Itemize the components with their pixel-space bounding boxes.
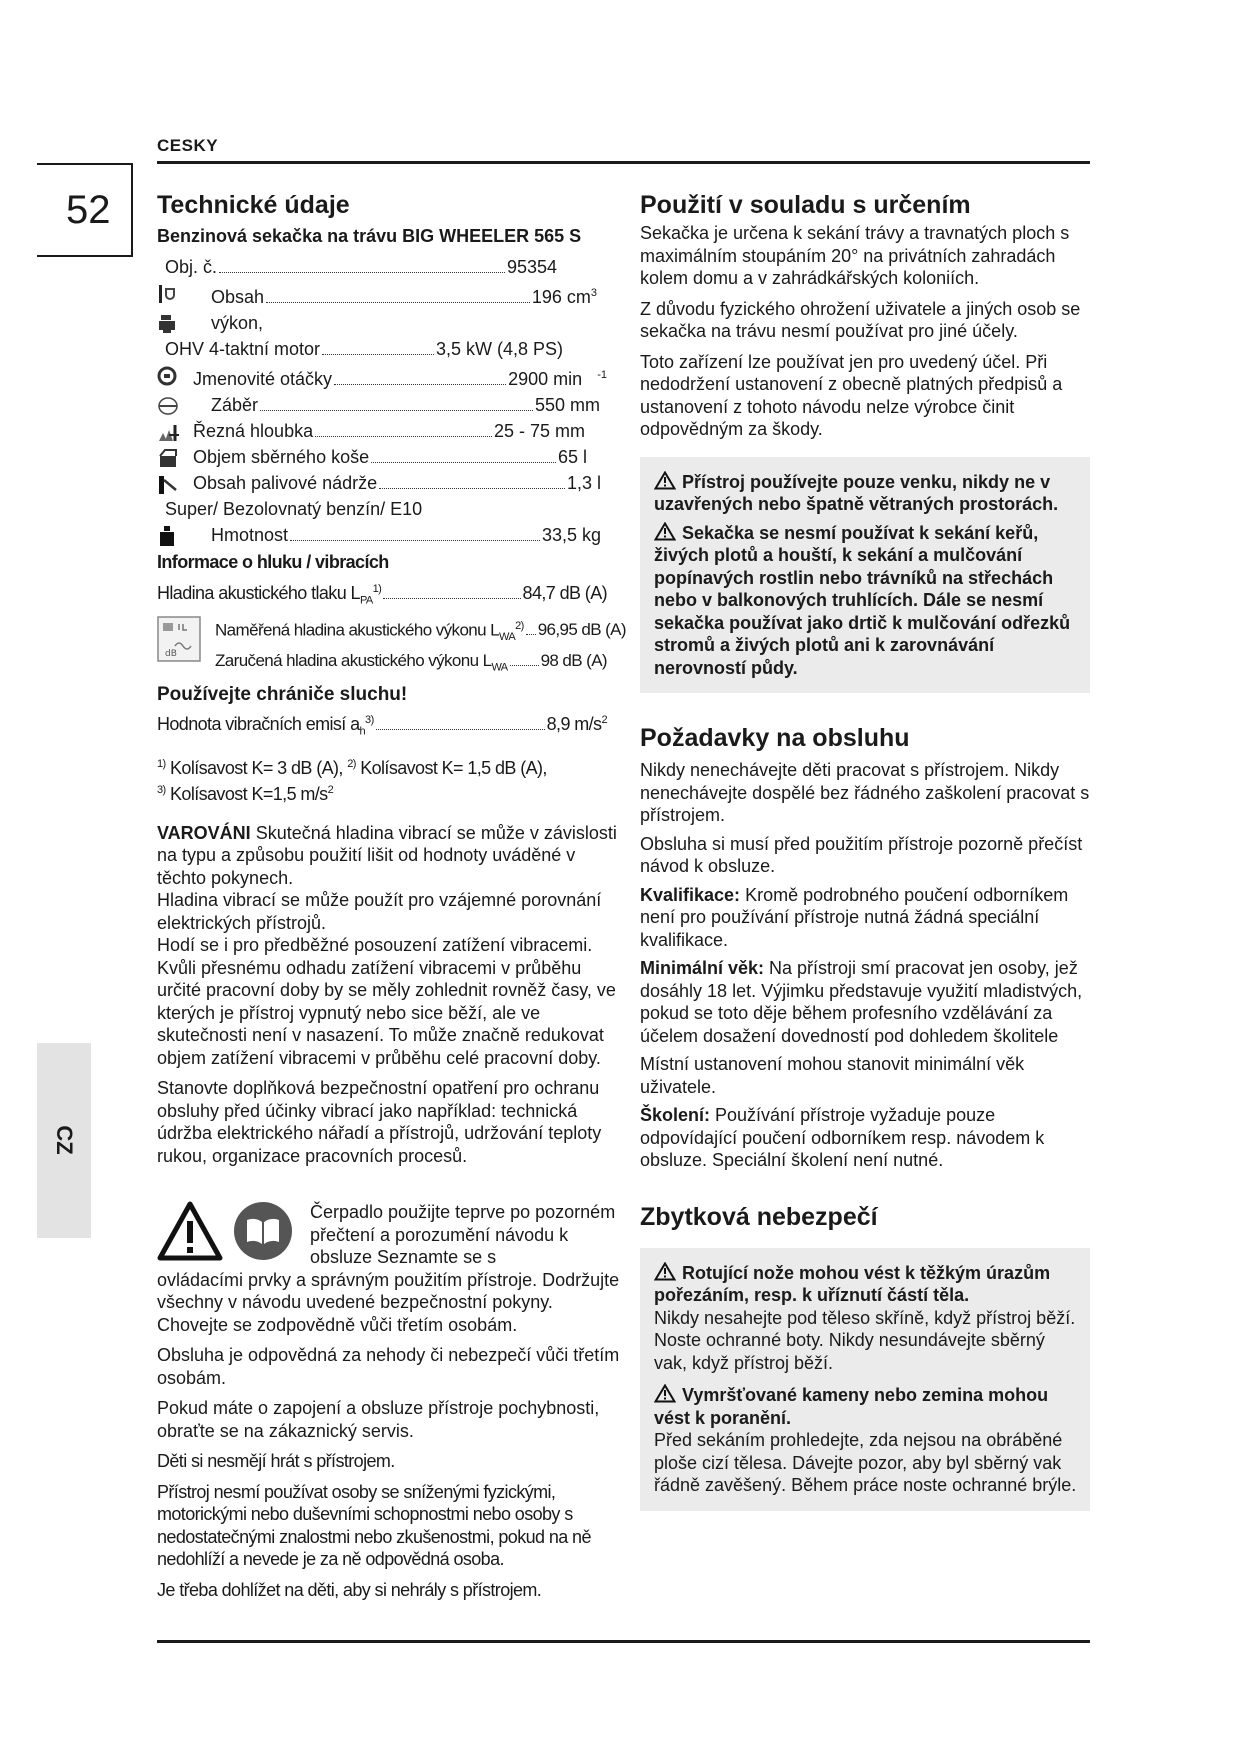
spec-value-sup: 3 xyxy=(590,287,597,299)
minimum-age-text: Na přístroji smí pracovat jen osoby, jež dosáhly 18 let. Výjimku představuje využití mladistvých, pokud se toto děje během profesního vzdělávání za účelem dosažení dovedností pod dohledem školitele xyxy=(640,958,1083,1046)
rpm-icon xyxy=(157,366,177,386)
noise-value: 98 dB (A) xyxy=(540,650,607,670)
warning-text-5: Stanovte doplňková bezpečnostní opatření pro ochranu obsluhy před účinky vibrací jako například: technická údržba elektrického nářadí a přístrojů, udržování teploty rukou, organizace pracovních procesů. xyxy=(157,1078,602,1166)
residual-risks-box xyxy=(640,1248,1090,1511)
noise-item xyxy=(157,576,607,614)
spec-item xyxy=(157,444,587,470)
operator-req-p1: Nikdy nenechávejte děti pracovat s přístrojem. Nikdy nenechávejte dospělé bez řádného zaškolení pracovat s přístrojem. xyxy=(640,760,1090,825)
noise-label: Naměřená hladina akustického výkonu L xyxy=(215,620,499,640)
spec-item xyxy=(157,392,600,418)
spec-label: OHV 4-taktní motor xyxy=(165,339,321,359)
vibration-value-sup: 2 xyxy=(601,714,607,727)
read-manual-icon xyxy=(233,1201,293,1261)
spec-value: 196 cm xyxy=(531,287,591,307)
vibration-sup: 3) xyxy=(365,714,374,727)
technical-data-title: Technické údaje xyxy=(157,191,350,219)
spec-value: 95354 xyxy=(506,257,557,277)
noise-label: Hladina akustického tlaku L xyxy=(157,583,360,603)
displacement-icon xyxy=(157,283,177,305)
usage-warning-2 xyxy=(654,522,1078,680)
spec-label: Jmenovité otáčky xyxy=(193,369,333,389)
noise-measured-group xyxy=(157,614,626,679)
spec-item xyxy=(157,362,607,392)
supervise-children-note: Je třeba dohlížet na děti, aby si nehrály s přístrojem. xyxy=(157,1579,542,1600)
warning-icon xyxy=(654,471,676,490)
vibration-value: 8,9 m/s xyxy=(546,714,602,735)
risk-2-heading-text: Vymršťované kameny nebo zemina mohou vést k poranění. xyxy=(654,1385,1049,1428)
noise-label: Zaručená hladina akustického výkonu L xyxy=(215,650,492,670)
cutting-width-icon xyxy=(157,396,179,416)
side-tab-label: CZ xyxy=(52,1125,77,1155)
sound-power-icon xyxy=(157,616,201,662)
tolerance-1: Kolísavost K= 3 dB (A), xyxy=(170,757,343,778)
operator-responsibility: Obsluha je odpovědná za nehody či nebezpečí vůči třetím osobám. xyxy=(157,1345,620,1388)
warning-label: VAROVÁNI xyxy=(157,822,251,843)
vibration-warning xyxy=(157,822,627,890)
ear-protection-note: Používejte chrániče sluchu! xyxy=(157,684,408,706)
spec-value: 33,5 kg xyxy=(541,525,601,545)
residual-risks-title: Zbytková nebezpečí xyxy=(640,1202,878,1231)
footnote-mark: 1) xyxy=(157,757,166,770)
right-column xyxy=(640,190,1090,1511)
spec-label: Hmotnost xyxy=(211,525,289,545)
risk-1-text: Nikdy nesahejte pod těleso skříně, když přístroj běží. Noste ochranné boty. Nikdy nesundávejte sběrný vak, když přístroj běží. xyxy=(654,1307,1076,1373)
minimum-age-label: Minimální věk: xyxy=(640,958,765,978)
vibration-label: Hodnota vibračních emisí a xyxy=(157,714,360,735)
noise-value: 96,95 dB (A) xyxy=(537,620,626,640)
spec-value: 550 mm xyxy=(534,395,600,415)
manual-text-a: Čerpadlo použijte teprve po pozorném přečtení a porozumění návodu k obsluze Seznamte se s xyxy=(310,1202,616,1268)
spec-value-sup: -1 xyxy=(597,369,607,381)
training-text: Používání přístroje vyžaduje pouze odpovídající poučení odborníkem resp. návodem k obsluze. Speciální školení není nutné. xyxy=(640,1105,1045,1170)
children-note: Děti si nesmějí hrát s přístrojem. xyxy=(157,1451,395,1472)
training-paragraph xyxy=(640,1104,1090,1172)
intended-use-p2: Z důvodu fyzického ohrožení uživatele a jiných osob se sekačka na trávu nesmí používat pro jiné účely. xyxy=(640,298,1081,341)
svg-text:dB: dB xyxy=(165,648,177,659)
manual-text-b: ovládacími prvky a správným použitím přístroje. Dodržujte všechny v návodu uvedené bezpečnostní pokyny. Chovejte se zodpovědně vůči třetím osobám. xyxy=(157,1269,620,1335)
spec-label: Obsah xyxy=(211,287,265,307)
noise-item xyxy=(215,649,607,679)
intended-use-title: Použití v souladu s určením xyxy=(640,191,971,219)
risk-2-heading xyxy=(654,1384,1078,1429)
training-label: Školení: xyxy=(640,1105,711,1125)
warning-text-3: Hodí se i pro předběžné posouzení zatížení vibracemi. xyxy=(157,935,593,956)
noise-sub: WA xyxy=(491,661,508,674)
usage-warning-1-text: Přístroj používejte pouze venku, nikdy ne v uzavřených nebo špatně větraných prostorách. xyxy=(654,471,1059,514)
intended-use-p1: Sekačka je určena k sekání trávy a travnatých ploch s maximálním stoupáním 20° na privátních zahradách kolem domu a v zahrádkářských koloniích. xyxy=(640,223,1070,288)
spec-item xyxy=(157,336,563,362)
spec-value: 1,3 l xyxy=(566,473,601,493)
warning-text: Skutečná hladina vibrací se může v závislosti na typu a způsobu použití lišit od hodnoty uváděné v těchto pokynech. xyxy=(157,822,617,888)
warning-icon xyxy=(654,1384,676,1403)
spec-item xyxy=(157,496,627,522)
warning-text-4: Kvůli přesnému odhadu zatížení vibracemi v průběhu určité pracovní doby by se měly zohlednit rovněž časy, ve kterých je přístroj vypnutý nebo sice běží, ale ve skutečnosti není v nasazení. To může značně redukovat objem zatížení vibracemi v průběhu celé pracovní doby. xyxy=(157,957,616,1068)
vibration-item xyxy=(157,707,607,745)
warning-triangle-icon xyxy=(157,1201,223,1261)
vibration-sub: h xyxy=(359,725,366,738)
customer-service-note: Pokud máte o zapojení a obsluze přístroje pochybnosti, obraťte se na zákaznický servis. xyxy=(157,1398,600,1441)
manual-notice xyxy=(157,1201,627,1336)
footnote-mark: 2) xyxy=(347,757,356,770)
noise-sub: PA xyxy=(359,594,373,607)
intended-use-p3: Toto zařízení lze používat jen pro uvedený účel. Při nedodržení ustanovení z obecně platných předpisů a ustanovení z tohoto návodu nelze výrobce činit odpovědným za škody. xyxy=(640,351,1063,439)
grass-bag-icon xyxy=(157,447,179,469)
qualification-text: Kromě podrobného poučení odborníkem není pro používání přístroje nutná žádná speciální kvalifikace. xyxy=(640,884,1069,950)
risk-1-heading-text: Rotující nože mohou vést k těžkým úrazům pořezáním, resp. k uříznutí částí těla. xyxy=(654,1262,1051,1305)
spec-label: Obsah palivové nádrže xyxy=(193,473,378,493)
qualification-paragraph xyxy=(640,884,1090,952)
noise-value: 84,7 dB (A) xyxy=(522,583,607,603)
cutting-height-icon xyxy=(157,421,179,443)
weight-icon xyxy=(159,525,175,547)
spec-label: výkon, xyxy=(211,313,264,333)
restricted-persons-note: Přístroj nesmí používat osoby se sníženými fyzickými, motorickými nebo duševními schopnostmi nebo osoby s nedostatečnými znalostmi nebo zkušenostmi, pokud na ně nedohlíží a nevede je za ně odpovědná osoba. xyxy=(157,1481,591,1570)
spec-item xyxy=(157,280,597,310)
spec-value: 2900 min xyxy=(508,369,583,389)
noise-sup: 1) xyxy=(372,583,382,595)
spec-label: Super/ Bezolovnatý benzín/ E10 xyxy=(165,499,423,519)
spec-item xyxy=(157,418,585,444)
minimum-age-paragraph xyxy=(640,957,1090,1047)
spec-list xyxy=(157,254,627,548)
noise-sup: 2) xyxy=(515,619,524,632)
left-column xyxy=(157,190,627,1601)
usage-warning-2-text: Sekačka se nesmí používat k sekání keřů, živých plotů a houští, k sekání a mulčování popínavých rostlin nebo trávníků na střechách nebo v balkonových truhlících. Dále se nesmí sekačka používat jako drtič k mulčování odřezků stromů a živých plotů ani k zarovnávání nerovností půdy. xyxy=(654,522,1071,678)
noise-heading: Informace o hluku / vibracích xyxy=(157,552,389,572)
tolerance-notes xyxy=(157,753,627,806)
warning-text-2: Hladina vibrací se může použít pro vzájemné porovnání elektrických přístrojů. xyxy=(157,890,602,933)
tolerance-3: Kolísavost K=1,5 m/s xyxy=(170,784,328,805)
product-name: Benzinová sekačka na trávu BIG WHEELER 565 S xyxy=(157,226,582,246)
risk-1-heading xyxy=(654,1262,1078,1307)
spec-label: Záběr xyxy=(211,395,259,415)
page-number: 52 xyxy=(66,188,111,232)
spec-label: Objem sběrného koše xyxy=(193,447,370,467)
warning-icon xyxy=(654,522,676,541)
spec-item xyxy=(157,310,627,336)
spec-item xyxy=(157,470,601,496)
local-regulations-note: Místní ustanovení mohou stanovit minimální věk uživatele. xyxy=(640,1054,1025,1097)
warning-icon xyxy=(654,1262,676,1281)
fuel-tank-icon xyxy=(157,473,179,495)
tolerance-2: Kolísavost K= 1,5 dB (A), xyxy=(360,757,547,778)
language-header: CESKY xyxy=(157,136,219,155)
spec-value: 3,5 kW (4,8 PS) xyxy=(435,339,563,359)
spec-label: Obj. č. xyxy=(165,257,218,277)
operator-requirements-title: Požadavky na obsluhu xyxy=(640,724,910,752)
spec-value: 25 - 75 mm xyxy=(493,421,585,441)
spec-item xyxy=(157,522,601,548)
spec-item xyxy=(157,254,557,280)
engine-icon xyxy=(157,313,177,333)
top-rule xyxy=(157,161,1090,164)
bottom-rule xyxy=(157,1640,1090,1643)
footnote-mark: 3) xyxy=(157,784,166,797)
usage-warning-box xyxy=(640,457,1090,694)
risk-2-text: Před sekáním prohledejte, zda nejsou na obráběné ploše cizí tělesa. Dávejte pozor, aby byl sběrný vak řádně zavěšený. Během práce noste ochranné brýle. xyxy=(654,1430,1077,1495)
usage-warning-1 xyxy=(654,471,1078,516)
spec-label: Řezná hloubka xyxy=(193,421,314,441)
operator-req-p2: Obsluha si musí před použitím přístroje pozorně přečíst návod k obsluze. xyxy=(640,833,1083,876)
noise-sub: WA xyxy=(498,630,516,643)
qualification-label: Kvalifikace: xyxy=(640,884,741,905)
tolerance-3-sup: 2 xyxy=(327,784,334,797)
spec-value: 65 l xyxy=(557,447,587,467)
noise-item xyxy=(215,614,626,649)
